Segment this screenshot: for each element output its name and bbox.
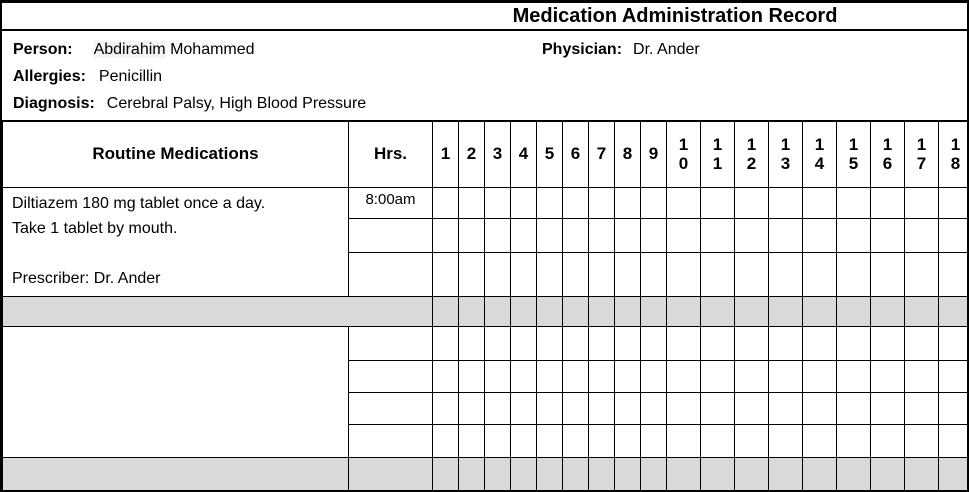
physician-name: Dr. Ander — [633, 41, 700, 58]
day-administration-cell[interactable] — [641, 252, 667, 296]
allergies-label: Allergies: — [13, 68, 86, 85]
day-administration-cell[interactable] — [803, 187, 837, 218]
day-administration-cell[interactable] — [563, 392, 589, 424]
day-administration-cell[interactable] — [589, 187, 615, 218]
shaded-day-cell — [433, 457, 459, 490]
day-administration-cell[interactable] — [769, 360, 803, 392]
medication-2-cell[interactable] — [3, 326, 349, 457]
shaded-day-cell — [837, 457, 871, 490]
day-administration-cell[interactable] — [615, 360, 641, 392]
shaded-day-cell — [641, 296, 667, 326]
day-number-label: 7 — [596, 144, 607, 164]
day-administration-cell[interactable] — [701, 326, 735, 360]
physician-label: Physician: — [542, 41, 623, 58]
shaded-day-cell — [511, 296, 537, 326]
day-administration-cell[interactable] — [485, 218, 511, 252]
day-administration-cell[interactable] — [589, 424, 615, 457]
day-administration-cell[interactable] — [735, 360, 769, 392]
diagnosis-value: Cerebral Palsy, High Blood Pressure — [106, 95, 367, 112]
med1-subrow-1 — [3, 187, 969, 218]
day-administration-cell[interactable] — [537, 218, 563, 252]
day-administration-cell[interactable] — [905, 360, 939, 392]
day-administration-cell[interactable] — [769, 187, 803, 218]
shaded-day-cell — [563, 296, 589, 326]
day-column-header-17 — [905, 121, 939, 187]
day-administration-cell[interactable] — [589, 360, 615, 392]
day-administration-cell[interactable] — [905, 187, 939, 218]
hrs-cell-empty[interactable] — [349, 392, 433, 424]
hrs-cell-empty[interactable] — [349, 326, 433, 360]
shaded-day-cell — [735, 457, 769, 490]
shaded-separator-row-2 — [3, 457, 969, 490]
day-administration-cell[interactable] — [735, 187, 769, 218]
day-administration-cell[interactable] — [641, 424, 667, 457]
day-column-header-16 — [871, 121, 905, 187]
day-administration-cell[interactable] — [769, 326, 803, 360]
day-administration-cell[interactable] — [485, 392, 511, 424]
day-administration-cell[interactable] — [563, 326, 589, 360]
day-administration-cell[interactable] — [563, 218, 589, 252]
shaded-day-cell — [803, 296, 837, 326]
day-administration-cell[interactable] — [905, 392, 939, 424]
day-number-label: 12 — [746, 134, 757, 173]
day-administration-cell[interactable] — [939, 252, 969, 296]
day-column-header-11 — [701, 121, 735, 187]
shaded-day-cell — [837, 296, 871, 326]
day-administration-cell[interactable] — [537, 424, 563, 457]
day-administration-cell[interactable] — [667, 187, 701, 218]
day-administration-cell[interactable] — [537, 392, 563, 424]
day-number-label: 9 — [648, 144, 659, 164]
routine-medications-header: Routine Medications — [3, 121, 349, 187]
day-administration-cell[interactable] — [939, 326, 969, 360]
day-administration-cell[interactable] — [803, 424, 837, 457]
page-title: Medication Administration Record — [512, 4, 838, 27]
hrs-cell-empty[interactable] — [349, 424, 433, 457]
medication-1-cell — [3, 187, 349, 296]
shaded-day-cell — [485, 457, 511, 490]
med2-subrow-1 — [3, 326, 969, 360]
day-administration-cell[interactable] — [735, 392, 769, 424]
day-administration-cell[interactable] — [871, 218, 905, 252]
day-column-header-3 — [485, 121, 511, 187]
day-administration-cell[interactable] — [803, 218, 837, 252]
person-name-first: Abdirahim — [93, 41, 166, 58]
shaded-day-cell — [537, 457, 563, 490]
day-administration-cell[interactable] — [459, 392, 485, 424]
day-administration-cell[interactable] — [837, 326, 871, 360]
day-column-header-4 — [511, 121, 537, 187]
day-administration-cell[interactable] — [735, 326, 769, 360]
day-administration-cell[interactable] — [615, 252, 641, 296]
shaded-day-cell — [667, 457, 701, 490]
day-administration-cell[interactable] — [837, 424, 871, 457]
shaded-day-cell — [615, 457, 641, 490]
day-administration-cell[interactable] — [667, 218, 701, 252]
day-column-header-15 — [837, 121, 871, 187]
day-number-label: 5 — [544, 144, 555, 164]
day-administration-cell[interactable] — [485, 360, 511, 392]
shaded-separator-row-1 — [3, 296, 969, 326]
day-administration-cell[interactable] — [803, 252, 837, 296]
day-administration-cell[interactable] — [871, 252, 905, 296]
day-administration-cell[interactable] — [563, 424, 589, 457]
day-administration-cell[interactable] — [537, 360, 563, 392]
medication-1-hrs-cell[interactable]: 8:00am — [349, 187, 433, 218]
person-name-rest: Mohammed — [170, 41, 255, 58]
day-administration-cell[interactable] — [433, 187, 459, 218]
day-administration-cell[interactable] — [641, 360, 667, 392]
day-administration-cell[interactable] — [459, 218, 485, 252]
day-administration-cell[interactable] — [433, 392, 459, 424]
allergies-value: Penicillin — [98, 68, 163, 85]
diagnosis-label: Diagnosis: — [13, 95, 95, 112]
shaded-day-cell — [459, 457, 485, 490]
day-column-header-1 — [433, 121, 459, 187]
day-number-label: 4 — [518, 144, 529, 164]
day-administration-cell[interactable] — [433, 252, 459, 296]
diagnosis-line — [13, 90, 967, 117]
day-administration-cell[interactable] — [769, 392, 803, 424]
day-number-label: 1 — [440, 144, 451, 164]
day-number-label: 10 — [678, 134, 689, 173]
day-administration-cell[interactable] — [459, 187, 485, 218]
day-administration-cell[interactable] — [837, 187, 871, 218]
day-administration-cell[interactable] — [511, 218, 537, 252]
day-administration-cell[interactable] — [615, 218, 641, 252]
day-column-header-5 — [537, 121, 563, 187]
day-number-label: 13 — [780, 134, 791, 173]
day-number-label: 18 — [950, 134, 961, 173]
day-administration-cell[interactable] — [667, 326, 701, 360]
day-administration-cell[interactable] — [701, 392, 735, 424]
person-line — [13, 36, 967, 63]
day-administration-cell[interactable] — [641, 392, 667, 424]
day-number-label: 2 — [466, 144, 477, 164]
day-column-header-2 — [459, 121, 485, 187]
day-administration-cell[interactable] — [837, 218, 871, 252]
shaded-day-cell — [589, 457, 615, 490]
shaded-day-cell — [511, 457, 537, 490]
day-administration-cell[interactable] — [485, 252, 511, 296]
day-administration-cell[interactable] — [735, 424, 769, 457]
day-column-header-8 — [615, 121, 641, 187]
day-administration-cell[interactable] — [667, 424, 701, 457]
shaded-day-cell — [589, 296, 615, 326]
day-administration-cell[interactable] — [589, 252, 615, 296]
day-administration-cell[interactable] — [511, 392, 537, 424]
day-number-label: 15 — [848, 134, 859, 173]
day-administration-cell[interactable] — [615, 187, 641, 218]
day-column-header-18 — [939, 121, 969, 187]
day-administration-cell[interactable] — [615, 424, 641, 457]
hours-header: Hrs. — [349, 121, 433, 187]
hrs-cell-empty[interactable] — [349, 218, 433, 252]
shaded-day-cell — [939, 457, 969, 490]
day-column-header-13 — [769, 121, 803, 187]
day-administration-cell[interactable] — [459, 424, 485, 457]
shaded-hrs-cell — [349, 457, 433, 490]
day-administration-cell[interactable] — [433, 218, 459, 252]
day-administration-cell[interactable] — [939, 424, 969, 457]
shaded-med-cell — [3, 457, 349, 490]
day-administration-cell[interactable] — [563, 187, 589, 218]
day-column-header-14 — [803, 121, 837, 187]
day-administration-cell[interactable] — [769, 218, 803, 252]
day-administration-cell[interactable] — [615, 326, 641, 360]
day-administration-cell[interactable] — [939, 392, 969, 424]
shaded-day-cell — [667, 296, 701, 326]
medication-1-spacer — [12, 241, 340, 266]
day-column-header-10 — [667, 121, 701, 187]
hrs-cell-empty[interactable] — [349, 360, 433, 392]
shaded-day-cell — [433, 296, 459, 326]
day-administration-cell[interactable] — [735, 218, 769, 252]
day-administration-cell[interactable] — [871, 187, 905, 218]
day-administration-cell[interactable] — [511, 187, 537, 218]
day-administration-cell[interactable] — [537, 252, 563, 296]
day-administration-cell[interactable] — [667, 392, 701, 424]
shaded-day-cell — [485, 296, 511, 326]
day-column-header-7 — [589, 121, 615, 187]
day-number-label: 14 — [814, 134, 825, 173]
day-administration-cell[interactable] — [537, 187, 563, 218]
shaded-day-cell — [615, 296, 641, 326]
day-administration-cell[interactable] — [589, 392, 615, 424]
hrs-cell-empty[interactable] — [349, 252, 433, 296]
shaded-day-cell — [769, 457, 803, 490]
day-administration-cell[interactable] — [667, 360, 701, 392]
day-administration-cell[interactable] — [511, 360, 537, 392]
patient-info-section — [2, 31, 967, 120]
day-administration-cell[interactable] — [905, 218, 939, 252]
day-column-header-12 — [735, 121, 769, 187]
shaded-day-cell — [803, 457, 837, 490]
medication-1-line2: Take 1 tablet by mouth. — [12, 219, 178, 237]
day-administration-cell[interactable] — [837, 392, 871, 424]
day-administration-cell[interactable] — [803, 392, 837, 424]
day-administration-cell[interactable] — [615, 392, 641, 424]
mar-grid — [2, 120, 969, 491]
day-administration-cell[interactable] — [459, 360, 485, 392]
day-administration-cell[interactable] — [701, 360, 735, 392]
day-administration-cell[interactable] — [803, 360, 837, 392]
day-administration-cell[interactable] — [485, 424, 511, 457]
day-administration-cell[interactable] — [459, 252, 485, 296]
day-administration-cell[interactable] — [701, 187, 735, 218]
day-administration-cell[interactable] — [803, 326, 837, 360]
day-administration-cell[interactable] — [563, 360, 589, 392]
day-administration-cell[interactable] — [589, 218, 615, 252]
day-administration-cell[interactable] — [871, 326, 905, 360]
shaded-day-cell — [701, 296, 735, 326]
shaded-day-cell — [537, 296, 563, 326]
day-number-label: 11 — [712, 134, 723, 173]
day-administration-cell[interactable] — [485, 187, 511, 218]
day-administration-cell[interactable] — [563, 252, 589, 296]
shaded-day-cell — [701, 457, 735, 490]
day-number-label: 6 — [570, 144, 581, 164]
shaded-day-cell — [735, 296, 769, 326]
physician-group — [542, 36, 700, 63]
person-label: Person: — [13, 41, 73, 58]
day-administration-cell[interactable] — [939, 360, 969, 392]
day-administration-cell[interactable] — [537, 326, 563, 360]
day-administration-cell[interactable] — [667, 252, 701, 296]
day-number-label: 3 — [492, 144, 503, 164]
day-administration-cell[interactable] — [905, 424, 939, 457]
shaded-day-cell — [459, 296, 485, 326]
day-administration-cell[interactable] — [939, 187, 969, 218]
day-administration-cell[interactable] — [701, 252, 735, 296]
shaded-day-cell — [641, 457, 667, 490]
shaded-day-cell — [905, 457, 939, 490]
title-bar — [2, 3, 967, 31]
day-administration-cell[interactable] — [511, 252, 537, 296]
shaded-day-cell — [871, 457, 905, 490]
day-administration-cell[interactable] — [769, 252, 803, 296]
day-column-header-6 — [563, 121, 589, 187]
day-administration-cell[interactable] — [735, 252, 769, 296]
day-administration-cell[interactable] — [871, 392, 905, 424]
day-administration-cell[interactable] — [641, 326, 667, 360]
day-administration-cell[interactable] — [433, 360, 459, 392]
allergies-line — [13, 63, 967, 90]
day-column-header-9 — [641, 121, 667, 187]
day-administration-cell[interactable] — [485, 326, 511, 360]
day-administration-cell[interactable] — [511, 326, 537, 360]
day-administration-cell[interactable] — [701, 424, 735, 457]
day-number-label: 8 — [622, 144, 633, 164]
day-administration-cell[interactable] — [511, 424, 537, 457]
day-administration-cell[interactable] — [433, 424, 459, 457]
day-administration-cell[interactable] — [701, 218, 735, 252]
day-administration-cell[interactable] — [433, 326, 459, 360]
shaded-day-cell — [769, 296, 803, 326]
day-administration-cell[interactable] — [459, 326, 485, 360]
day-administration-cell[interactable] — [641, 187, 667, 218]
shaded-day-cell — [905, 296, 939, 326]
day-administration-cell[interactable] — [589, 326, 615, 360]
day-administration-cell[interactable] — [769, 424, 803, 457]
day-administration-cell[interactable] — [871, 360, 905, 392]
day-administration-cell[interactable] — [837, 252, 871, 296]
day-administration-cell[interactable] — [837, 360, 871, 392]
day-administration-cell[interactable] — [905, 326, 939, 360]
day-administration-cell[interactable] — [905, 252, 939, 296]
shaded-day-cell — [939, 296, 969, 326]
day-number-label: 17 — [916, 134, 927, 173]
day-number-label: 16 — [882, 134, 893, 173]
shaded-day-cell — [871, 296, 905, 326]
grid-header-row — [3, 121, 969, 187]
shaded-med-hrs-cell — [3, 296, 433, 326]
day-administration-cell[interactable] — [871, 424, 905, 457]
medication-1-prescriber: Prescriber: Dr. Ander — [12, 269, 161, 287]
day-administration-cell[interactable] — [641, 218, 667, 252]
shaded-day-cell — [563, 457, 589, 490]
medication-1-line1: Diltiazem 180 mg tablet once a day. — [12, 194, 266, 212]
day-administration-cell[interactable] — [939, 218, 969, 252]
